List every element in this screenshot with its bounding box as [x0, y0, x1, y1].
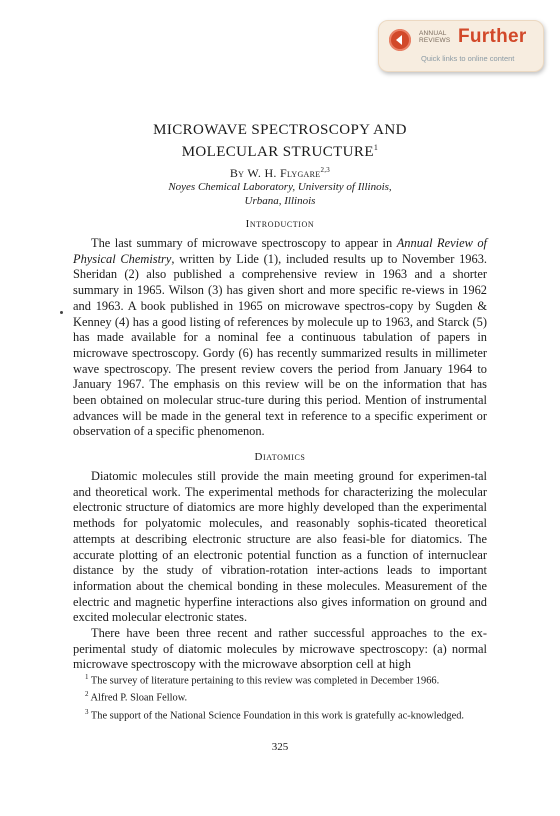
- page-number: 325: [271, 741, 289, 753]
- title-line-2: MOLECULAR STRUCTURE$^1$: [181, 143, 379, 160]
- author-name: By W. H. Flygare: [229, 166, 321, 180]
- further-title: Further: [458, 26, 527, 47]
- section-heading-introduction: Introduction: [245, 218, 315, 230]
- further-subtitle-link[interactable]: Quick links to online content: [421, 54, 515, 63]
- annual-reviews-further-badge[interactable]: [378, 20, 544, 72]
- brand-line-1: ANNUAL: [419, 30, 447, 37]
- journal-name: Annual Review of Physical Chemistry: [73, 236, 488, 266]
- author-line: [0, 163, 560, 181]
- affiliation-line-2: Urbana, Illinois: [244, 195, 316, 207]
- annual-reviews-logo-text: [419, 30, 450, 44]
- title-footnote-mark: 1: [373, 143, 379, 152]
- affiliation: [0, 180, 560, 208]
- author-footnote-marks: 2,3: [320, 166, 331, 174]
- footnotes: [73, 671, 487, 723]
- diatomics-body: [73, 469, 487, 673]
- brand-line-2: REVIEWS: [419, 37, 451, 44]
- footnote: $^2$ Alfred P. Sloan Fellow.: [85, 690, 188, 704]
- article-title: [0, 121, 560, 161]
- paragraph: There have been three recent and rather successful approaches to the ex-perimental study of diatomic molecules by microwave spectroscopy: (a) normal microwave spectroscopy with the microwave absorption cell at high: [73, 626, 487, 672]
- margin-mark: [60, 311, 63, 314]
- section-heading-diatomics: Diatomics: [254, 451, 306, 463]
- paragraph: Diatomic molecules still provide the main meeting ground for experimen-tal and theoretical work. The experimental methods for characterizing the molecular electronic structure of diatomics are more highly developed than the experimental methods for polyatomic molecules, and reasonably sophis-ticated theoretical attempts at describing electronic structure are also feasi-ble for diatomics. The accurate plotting of an electronic potential function as a function of internuclear distance by the study of vibration-rotation inter-actions leads to important information about the chemical bonding in these molecules. Measurement of the electric and magnetic hyperfine interactions also gives information on ground and excited molecular electronic states.: [73, 469, 487, 625]
- title-line-1: MICROWAVE SPECTROSCOPY AND: [153, 122, 407, 138]
- footnote: $^3$ The support of the National Science Foundation in this work is gratefully ac-knowledged.: [85, 707, 465, 721]
- play-arrow-icon: [389, 29, 411, 51]
- affiliation-line-1: Noyes Chemical Laboratory, University of Illinois,: [168, 181, 392, 193]
- introduction-body: [73, 236, 487, 440]
- paragraph: The last summary of microwave spectroscopy to appear in Annual Review of Physical Chemistry, written by Lide (1), included results up to November 1963. Sheridan (2) also published a comprehensive review in 1963 and a shorter summary in 1965. Wilson (3) has given short and more specific re-views in 1962 and 1963. A book published in 1965 on microwave spectros-copy by Sugden & Kenney (4) has a good listing of references by molecule up to 1963, and Starck (5) has made available for a nominal fee a continuous tabulation of papers in microwave spectroscopy. Gordy (6) has recently summarized results in millimeter wave spectroscopy. The present review covers the period from January 1964 to January 1967. The emphasis on this review will be on the information that has been obtained on molecular struc-ture during this period. Mention of instrumental advances will be made in the general text in reference to a specific experiment or observation of a specific phenomenon.: [73, 236, 488, 439]
- footnote: $^1$ The survey of literature pertaining to this review was completed in December 1966.: [85, 673, 440, 687]
